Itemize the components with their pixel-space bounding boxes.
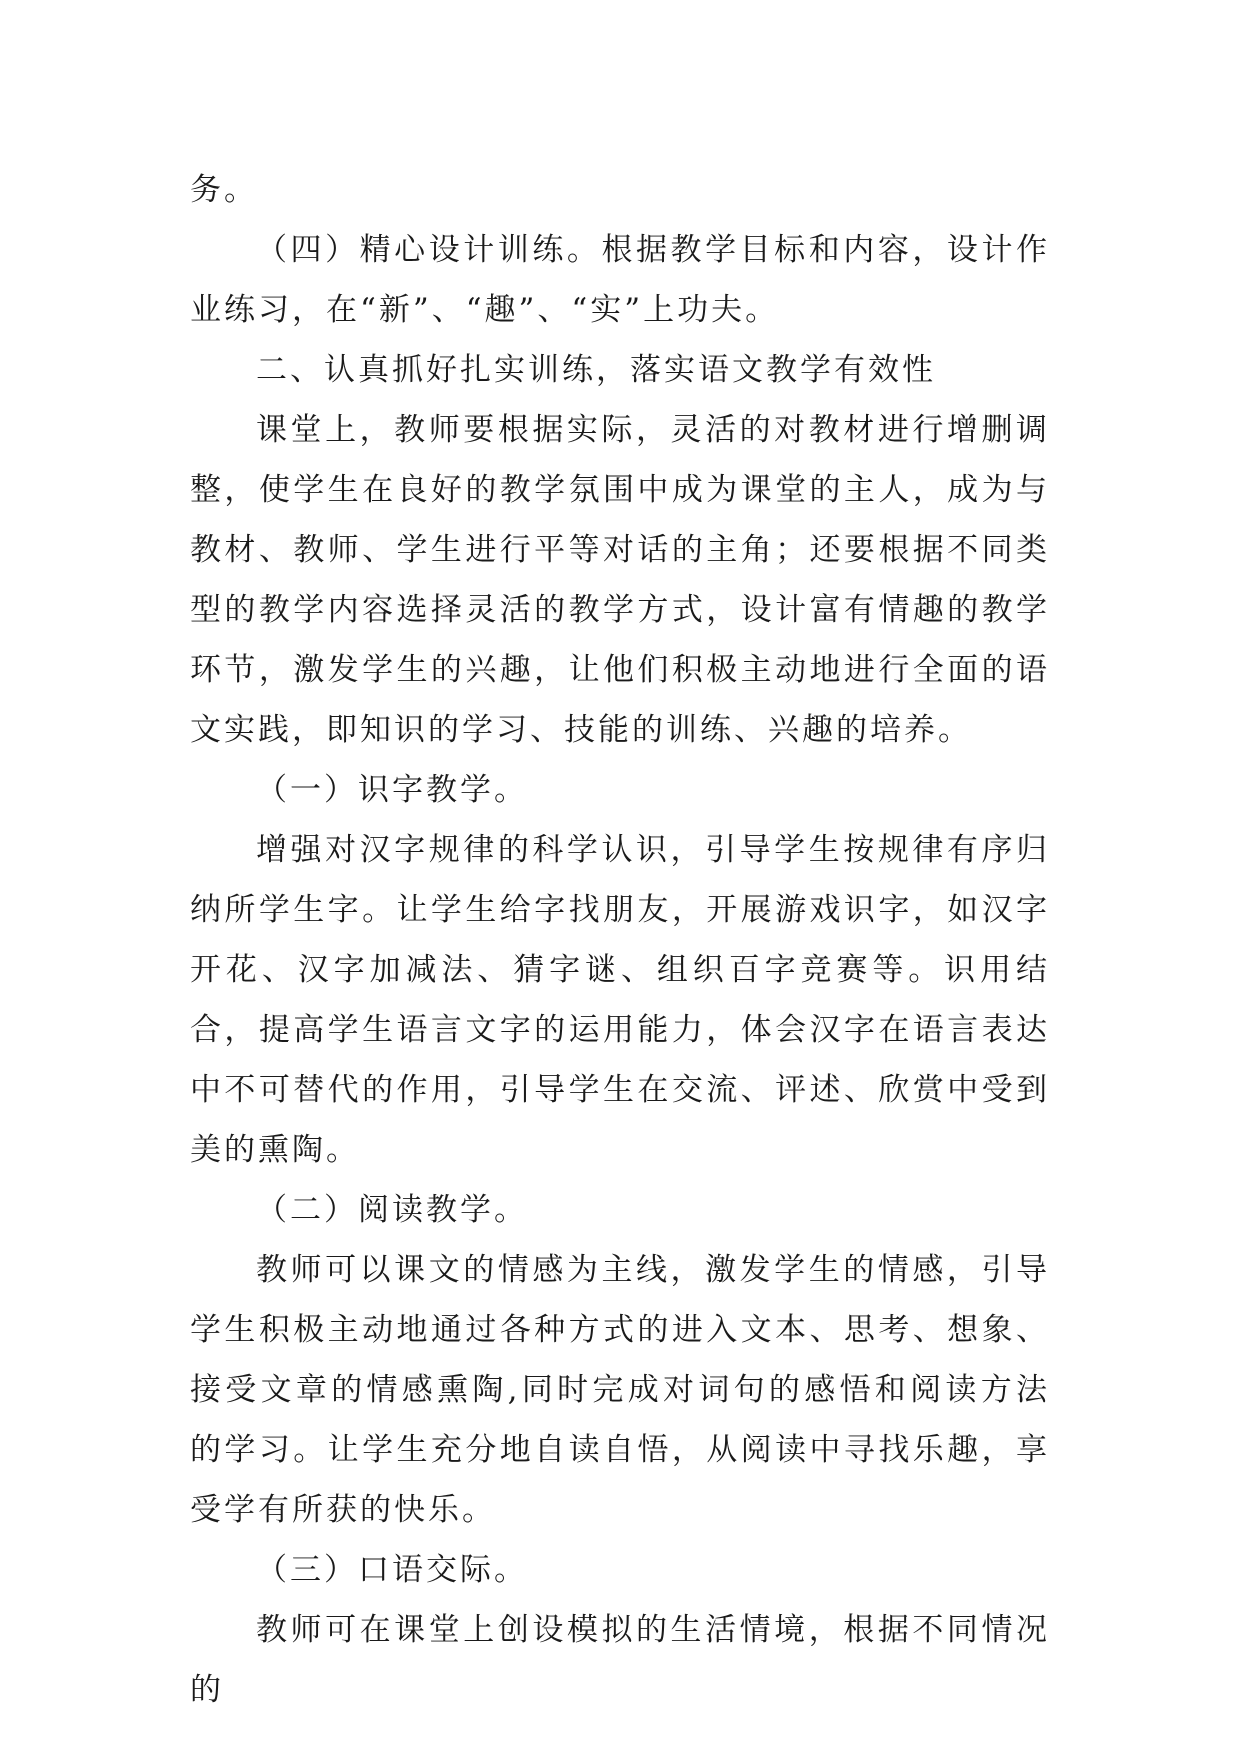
paragraph-reading: 教师可以课文的情感为主线，激发学生的情感，引导学生积极主动地通过各种方式的进入文本、思考、想象、接受文章的情感熏陶,同时完成对词句的感悟和阅读方法的学习。让学生充分地自读自悟，从阅读中寻找乐趣，享受学有所获的快乐。	[190, 1252, 1050, 1528]
document-body	[190, 160, 1050, 1720]
paragraph-classroom: 课堂上，教师要根据实际，灵活的对教材进行增删调整，使学生在良好的教学氛围中成为课堂的主人，成为与教材、教师、学生进行平等对话的主角；还要根据不同类型的教学内容选择灵活的教学方式，设计富有情趣的教学环节，激发学生的兴趣，让他们积极主动地进行全面的语文实践，即知识的学习、技能的训练、兴趣的培养。	[190, 412, 1050, 748]
paragraph-oral-communication: 教师可在课堂上创设模拟的生活情境，根据不同情况的	[190, 1612, 1050, 1708]
subheading-reading: （二）阅读教学。	[256, 1192, 528, 1228]
subheading-oral-communication: （三）口语交际。	[256, 1552, 528, 1588]
paragraph-design-training: （四）精心设计训练。根据教学目标和内容，设计作业练习，在“新”、“趣”、“实”上功夫。	[190, 232, 1050, 328]
paragraph-continuation: 务。	[190, 172, 258, 208]
section-heading-training: 二、认真抓好扎实训练，落实语文教学有效性	[256, 352, 936, 388]
subheading-literacy: （一）识字教学。	[256, 772, 528, 808]
paragraph-literacy: 增强对汉字规律的科学认识，引导学生按规律有序归纳所学生字。让学生给字找朋友，开展游戏识字，如汉字开花、汉字加减法、猜字谜、组织百字竞赛等。识用结合，提高学生语言文字的运用能力，体会汉字在语言表达中不可替代的作用，引导学生在交流、评述、欣赏中受到美的熏陶。	[190, 832, 1050, 1168]
